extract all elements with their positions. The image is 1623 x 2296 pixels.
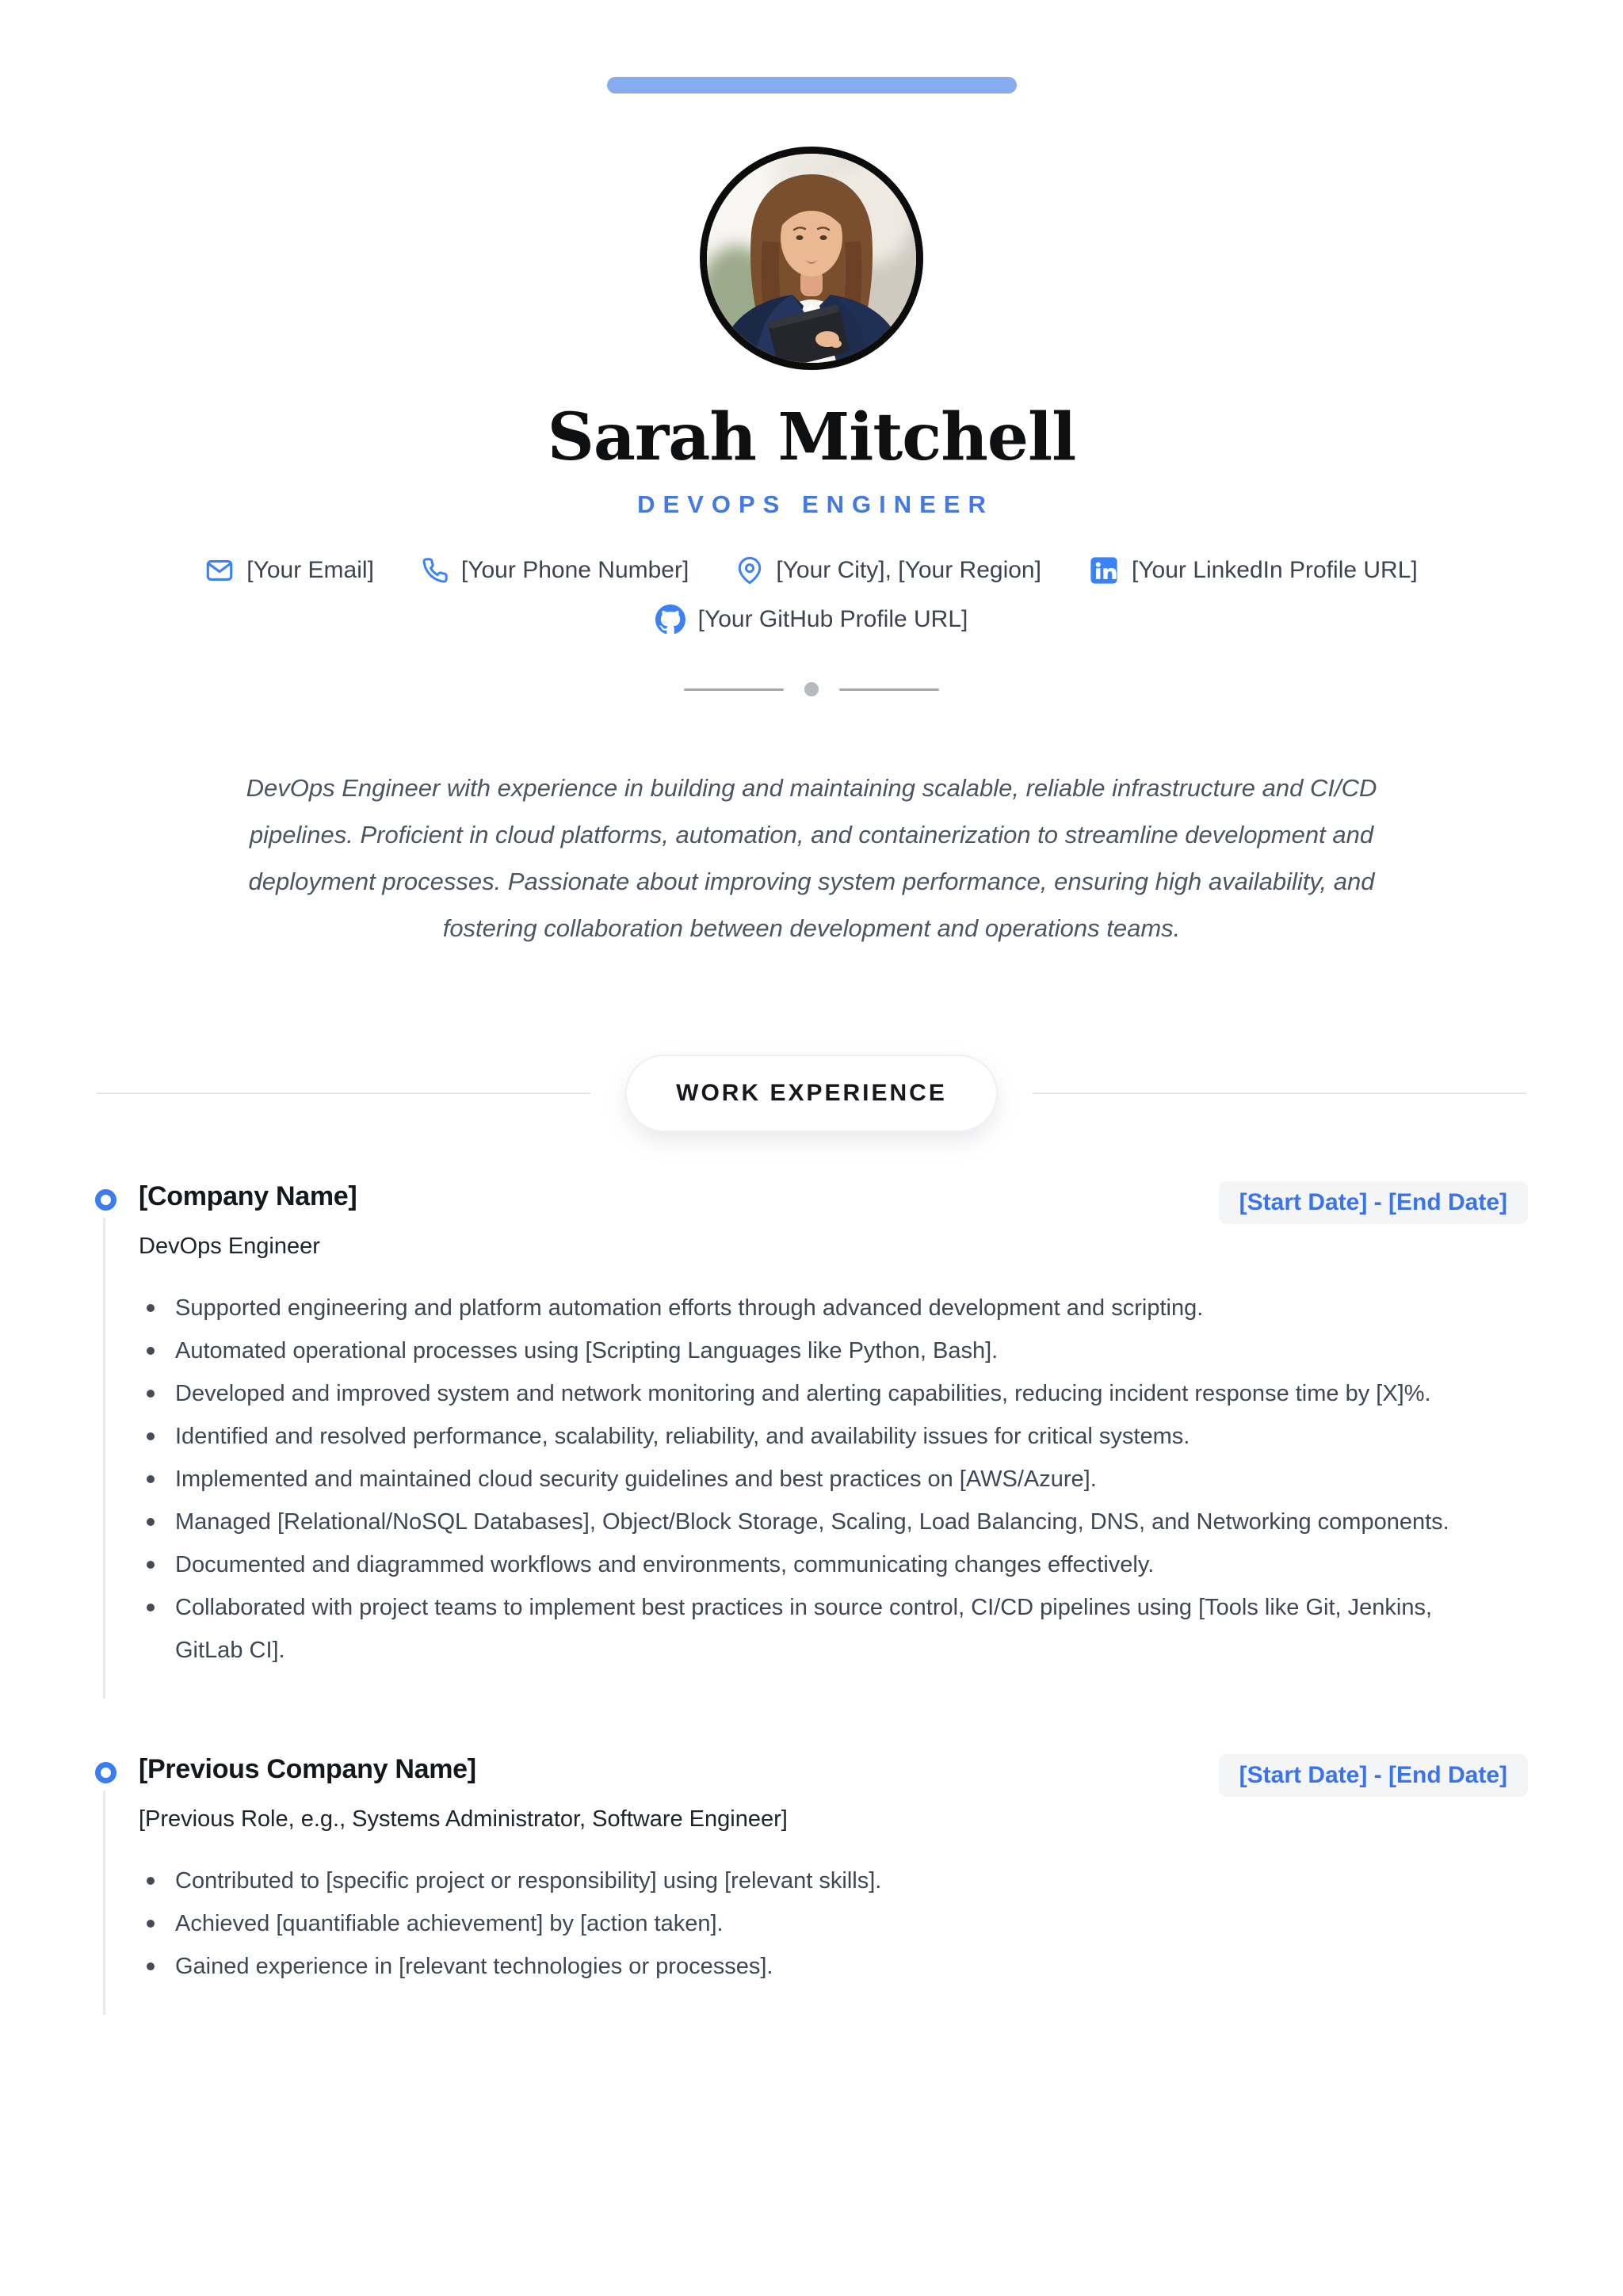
top-accent-bar (607, 77, 1017, 93)
github-icon (655, 605, 685, 635)
contact-row-2 (0, 605, 1623, 635)
bullet-item: Identified and resolved performance, scalability, reliability, and availability issues for critical systems. (175, 1415, 1486, 1458)
bullet-item: Implemented and maintained cloud security guidelines and best practices on [AWS/Azure]. (175, 1458, 1486, 1501)
header-rule-right (1033, 1093, 1526, 1094)
contact-label: [Your City], [Your Region] (776, 557, 1041, 584)
header-rule-left (97, 1093, 590, 1094)
job-title: DEVOPS ENGINEER (637, 490, 994, 519)
experience-entry-1 (95, 1181, 1528, 1672)
experience-list (0, 1181, 1623, 1988)
contact-phone[interactable] (422, 557, 689, 584)
role-title: [Previous Role, e.g., Systems Administrator, Software Engineer] (139, 1806, 788, 1833)
timeline-marker (95, 1762, 116, 1783)
contact-github[interactable] (655, 605, 968, 635)
contact-label: [Your GitHub Profile URL] (697, 606, 968, 633)
company-name: [Company Name] (139, 1181, 357, 1212)
bullet-item: Achieved [quantifiable achievement] by [action taken]. (175, 1902, 1486, 1945)
entry-header (139, 1754, 1528, 1797)
entry-header (139, 1181, 1528, 1224)
bullet-item: Supported engineering and platform automation efforts through advanced development and scripting. (175, 1287, 1486, 1329)
timeline-marker (95, 1189, 116, 1211)
resume-header (0, 0, 1623, 696)
contact-label: [Your Email] (246, 557, 374, 584)
bullet-item: Gained experience in [relevant technologies or processes]. (175, 1945, 1486, 1988)
contact-linkedin[interactable] (1089, 555, 1418, 585)
phone-icon (422, 557, 449, 584)
contact-row (0, 555, 1623, 585)
person-name: Sarah Mitchell (547, 399, 1076, 475)
divider-line-left (684, 688, 784, 691)
timeline-line (103, 1791, 105, 2015)
profile-photo-illustration (707, 154, 916, 363)
bullet-item: Managed [Relational/NoSQL Databases], Object/Block Storage, Scaling, Load Balancing, DNS, and Networking components. (175, 1501, 1486, 1543)
location-icon (736, 557, 763, 584)
email-icon (205, 556, 234, 585)
contact-location[interactable] (736, 557, 1041, 584)
bullet-item: Collaborated with project teams to implement best practices in source control, CI/CD pipelines using [Tools like Git, Jenkins, GitLab CI]. (175, 1586, 1486, 1672)
contact-label: [Your LinkedIn Profile URL] (1131, 557, 1418, 584)
avatar (700, 147, 923, 370)
bullet-item: Documented and diagrammed workflows and environments, communicating changes effectively. (175, 1543, 1486, 1586)
bullet-item: Automated operational processes using [Scripting Languages like Python, Bash]. (175, 1329, 1486, 1372)
profile-summary: DevOps Engineer with experience in building and maintaining scalable, reliable infrastructure and CI/CD pipelines. Proficient in cloud platforms, automation, and containerization to streamline development and deployment processes. Passionate about improving system performance, ensuring high availability, and fostering collaboration between development and operations teams. (246, 774, 1377, 943)
section-title-badge: WORK EXPERIENCE (625, 1055, 998, 1132)
company-name: [Previous Company Name] (139, 1754, 476, 1785)
contact-email[interactable] (205, 556, 374, 585)
date-range-badge: [Start Date] - [End Date] (1219, 1754, 1528, 1797)
divider-dot (804, 682, 819, 696)
timeline-line (103, 1218, 105, 1699)
bullet-item: Developed and improved system and network monitoring and alerting capabilities, reducing incident response time by [X]%. (175, 1372, 1486, 1415)
contact-label: [Your Phone Number] (460, 557, 689, 584)
linkedin-icon (1089, 555, 1119, 585)
experience-entry-2 (95, 1754, 1528, 1988)
bullet-list (139, 1287, 1486, 1672)
bullet-item: Contributed to [specific project or responsibility] using [relevant skills]. (175, 1859, 1486, 1902)
divider-line-right (839, 688, 939, 691)
date-range-badge: [Start Date] - [End Date] (1219, 1181, 1528, 1224)
work-experience-header (0, 1055, 1623, 1132)
section-divider (0, 682, 1623, 696)
role-title: DevOps Engineer (139, 1234, 320, 1260)
bullet-list (139, 1859, 1486, 1988)
